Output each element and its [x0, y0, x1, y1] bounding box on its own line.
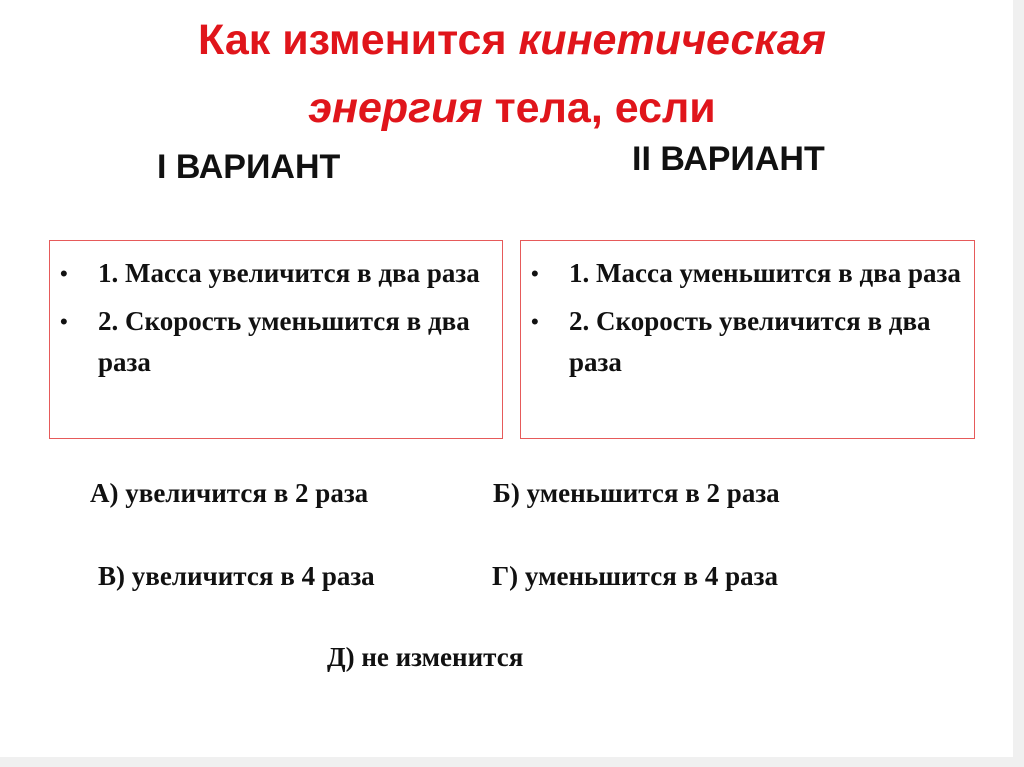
- list-item: [50, 301, 502, 383]
- list-item-text: 1. Масса увеличится в два раза: [98, 258, 480, 288]
- list-item-text: 2. Скорость увеличится в два раза: [569, 306, 931, 377]
- title-line-2-plain: тела, если: [482, 84, 716, 132]
- bullet-icon: •: [531, 309, 539, 334]
- variant-1-box: [49, 240, 503, 439]
- answer-d: Д) не изменится: [327, 642, 524, 672]
- answer-g: Г) уменьшится в 4 раза: [492, 561, 779, 591]
- list-item: [521, 253, 974, 294]
- bullet-icon: •: [60, 309, 68, 334]
- title-line-2-italic: энергия: [308, 84, 483, 132]
- title-line-1-plain: Как изменится: [198, 16, 519, 64]
- bullet-icon: •: [60, 261, 68, 286]
- answer-b: Б) уменьшится в 2 раза: [493, 478, 780, 508]
- list-item-text: 1. Масса уменьшится в два раза: [569, 258, 961, 288]
- slide-title: [60, 6, 964, 142]
- variant-2-list: [521, 241, 974, 383]
- viewer-frame-right: [1013, 0, 1024, 767]
- answer-a: А) увеличится в 2 раза: [90, 478, 369, 508]
- answer-v: В) увеличится в 4 раза: [98, 561, 375, 591]
- list-item-text: 2. Скорость уменьшится в два раза: [98, 306, 470, 377]
- variant-2-heading: II ВАРИАНТ: [632, 140, 825, 178]
- list-item: [50, 253, 502, 294]
- variant-1-heading: I ВАРИАНТ: [157, 148, 341, 186]
- viewer-frame-bottom: [0, 757, 1024, 767]
- variant-2-box: [520, 240, 975, 439]
- bullet-icon: •: [531, 261, 539, 286]
- variant-1-list: [50, 241, 502, 383]
- list-item: [521, 301, 974, 383]
- title-line-1-italic: кинетическая: [518, 16, 826, 64]
- title-line-2: [60, 74, 964, 142]
- title-line-1: [60, 6, 964, 74]
